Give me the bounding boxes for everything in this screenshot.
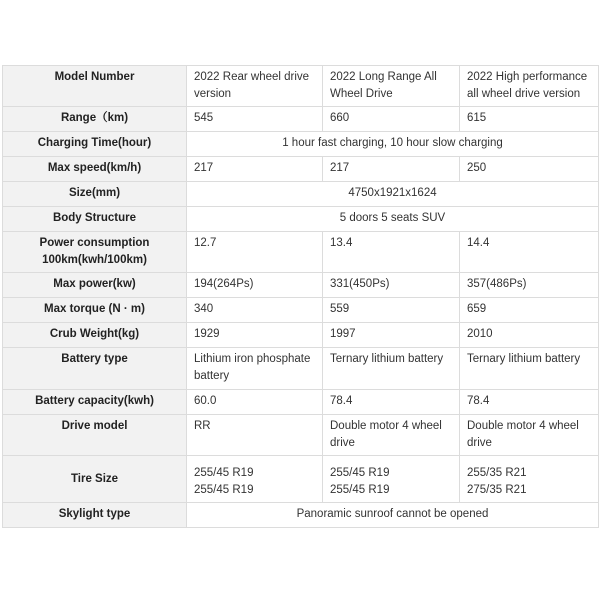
cell-value: 194(264Ps) xyxy=(187,273,323,298)
cell-value: 217 xyxy=(187,157,323,182)
table-row xyxy=(3,323,599,348)
table-row xyxy=(3,207,599,232)
table-row xyxy=(3,415,599,456)
row-label: Max speed(km/h) xyxy=(3,157,187,182)
table-row xyxy=(3,348,599,390)
table-row xyxy=(3,273,599,298)
cell-value: 217 xyxy=(323,157,460,182)
table-row xyxy=(3,390,599,415)
cell-value: Ternary lithium battery xyxy=(460,348,599,390)
cell-merged: 1 hour fast charging, 10 hour slow charging xyxy=(187,132,599,157)
cell-value: 340 xyxy=(187,298,323,323)
row-label: Battery type xyxy=(3,348,187,390)
cell-value: 255/35 R21 275/35 R21 xyxy=(460,456,599,503)
cell-value: 660 xyxy=(323,107,460,132)
table-row xyxy=(3,232,599,273)
row-label: Skylight type xyxy=(3,503,187,528)
cell-value: Double motor 4 wheel drive xyxy=(460,415,599,456)
row-label: Power consumption 100km(kwh/100km) xyxy=(3,232,187,273)
row-label: Crub Weight(kg) xyxy=(3,323,187,348)
cell-value: Double motor 4 wheel drive xyxy=(323,415,460,456)
cell-value: RR xyxy=(187,415,323,456)
cell-value: 250 xyxy=(460,157,599,182)
row-label: Range（km) xyxy=(3,107,187,132)
table-row xyxy=(3,298,599,323)
cell-value: Ternary lithium battery xyxy=(323,348,460,390)
model-performance-awd: 2022 High performance all wheel drive version xyxy=(460,66,599,107)
spec-table xyxy=(2,65,599,528)
cell-value: 357(486Ps) xyxy=(460,273,599,298)
row-label: Body Structure xyxy=(3,207,187,232)
cell-value: 255/45 R19 255/45 R19 xyxy=(187,456,323,503)
cell-merged: 4750x1921x1624 xyxy=(187,182,599,207)
row-label: Max power(kw) xyxy=(3,273,187,298)
model-rwd: 2022 Rear wheel drive version xyxy=(187,66,323,107)
cell-merged: 5 doors 5 seats SUV xyxy=(187,207,599,232)
cell-value: 559 xyxy=(323,298,460,323)
row-label: Size(mm) xyxy=(3,182,187,207)
cell-value: 78.4 xyxy=(323,390,460,415)
row-label: Max torque (N · m) xyxy=(3,298,187,323)
model-number-label: Model Number xyxy=(3,66,187,107)
row-label: Charging Time(hour) xyxy=(3,132,187,157)
cell-value: 615 xyxy=(460,107,599,132)
model-long-range-awd: 2022 Long Range All Wheel Drive xyxy=(323,66,460,107)
table-row xyxy=(3,456,599,503)
cell-merged: Panoramic sunroof cannot be opened xyxy=(187,503,599,528)
row-label: Drive model xyxy=(3,415,187,456)
table-row xyxy=(3,157,599,182)
cell-value: 659 xyxy=(460,298,599,323)
cell-value: 255/45 R19 255/45 R19 xyxy=(323,456,460,503)
cell-value: 13.4 xyxy=(323,232,460,273)
table-row xyxy=(3,503,599,528)
cell-value: 1997 xyxy=(323,323,460,348)
cell-value: 12.7 xyxy=(187,232,323,273)
cell-value: 331(450Ps) xyxy=(323,273,460,298)
row-label: Tire Size xyxy=(3,456,187,503)
table-row xyxy=(3,132,599,157)
table-row xyxy=(3,107,599,132)
cell-value: 78.4 xyxy=(460,390,599,415)
table-row xyxy=(3,182,599,207)
cell-value: Lithium iron phosphate battery xyxy=(187,348,323,390)
row-label: Battery capacity(kwh) xyxy=(3,390,187,415)
cell-value: 1929 xyxy=(187,323,323,348)
cell-value: 545 xyxy=(187,107,323,132)
header-row xyxy=(3,66,599,107)
cell-value: 14.4 xyxy=(460,232,599,273)
spec-table-container xyxy=(2,65,598,528)
cell-value: 60.0 xyxy=(187,390,323,415)
cell-value: 2010 xyxy=(460,323,599,348)
